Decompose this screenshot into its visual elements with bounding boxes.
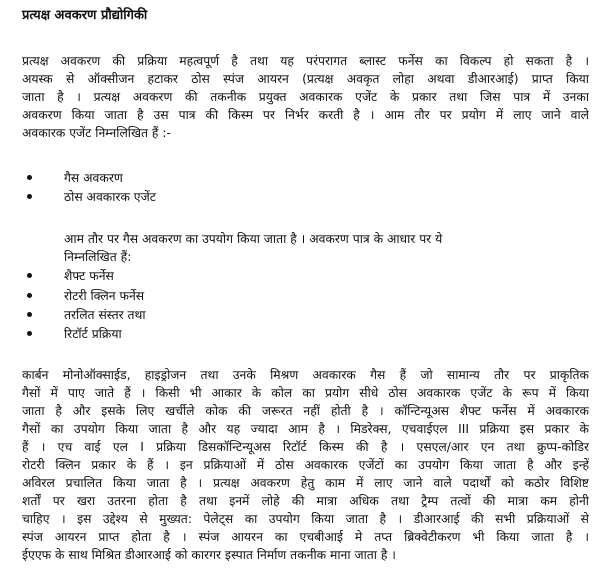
list-item-label: गैस अवकरण [64, 171, 123, 185]
list-item [64, 188, 156, 206]
paragraph-line: चाहिए । इस उद्देश्य से मुख्यत: पेलेट्स का उपयोग किया जाता है । डीआरआई की सभी प्रक्रियाओं से [22, 512, 589, 526]
list-item-label: रिटॉर्ट प्रक्रिया [64, 327, 122, 341]
paragraph-line: अयस्क से ऑक्सीजन हटाकर ठोस स्पंज आयरन (प्रत्यक्ष अवकृत लोहा अथवा डीआरआई) प्राप्त किया [22, 72, 589, 86]
paragraph-line: अवकारक एजेंट निम्नलिखित हैं :- [22, 126, 171, 140]
paragraph-line: हैं । एच वाई एल I प्रक्रिया डिसकॉन्टिन्यूअस रिटॉर्ट किस्म की है । एसएल/आर एन तथा क्रुप्प-कोडिर [22, 440, 589, 454]
bullet-icon [27, 273, 32, 278]
bullet-icon [27, 175, 32, 180]
bullet-icon [27, 331, 32, 336]
list-item-label: तरलित संस्तर तथा [64, 308, 146, 322]
bullet-icon [27, 194, 32, 199]
paragraph-line: निम्नलिखित हैं: [64, 250, 132, 264]
paragraph-line: गैसों का उपयोग किया जाता है और यह ज्यादा आम है । मिडरेक्स, एचवाईएल III प्रक्रिया इस प्रकार के [22, 422, 589, 436]
list-item [64, 169, 123, 187]
paragraph-line: जाता है । प्रत्यक्ष अवकरण की तकनीक प्रयुक्त अवकारक एजेंट के प्रकार तथा जिस पात्र में उनका [22, 90, 589, 104]
paragraph-line: कार्बन मोनोऑक्साईड, हाइड्रोजन तथा उनके मिश्रण अवकारक गैस हैं जो सामान्य तौर पर प्राकृतिक [22, 368, 589, 382]
paragraph-line: आम तौर पर गैस अवकरण का उपयोग किया जाता है । अवकरण पात्र के आधार पर ये [64, 232, 443, 246]
paragraph-line: शर्तों पर खरा उतरना होता है तथा इनमें लोहे की मात्रा अधिक तथा ट्रैम्प तत्वों की मात्रा कम होनी [22, 494, 589, 508]
list-item-label: शैफ्ट फर्नेस [64, 269, 114, 283]
paragraph-line: अवकरण किया जाता है उस पात्र की किस्म पर निर्भर करती है । आम तौर पर प्रयोग में लाए जाने वाले [22, 108, 589, 122]
paragraph-line: रोटरी क्लिन प्रकार के हैं । इन प्रक्रियाओं में ठोस अवकारक एजेंटों का उपयोग किया जाता है और इन्हें [22, 458, 589, 472]
paragraph-line: जाता है और इसके लिए खर्चीले कोक की जरूरत नहीं होती है । कॉन्टिन्यूअस शैफ्ट फर्नेस में अवकारक [22, 404, 589, 418]
list-item [64, 325, 122, 343]
document-title: प्रत्यक्ष अवकरण प्रौद्योगिकी [22, 8, 148, 23]
paragraph-line: स्पंज आयरन प्राप्त होता है । स्पंज आयरन का एचबीआई मे तप्त ब्रिक्वेटीकरण भी किया जाता है । [22, 530, 589, 544]
bullet-icon [27, 312, 32, 317]
bullet-icon [27, 293, 32, 298]
list-item [64, 267, 114, 285]
list-item [64, 287, 144, 305]
paragraph-line: ईएएफ के साथ मिश्रित डीआरआई को कारगर इस्पात निर्माण तकनीक माना जाता है । [22, 548, 396, 562]
list-item [64, 306, 146, 324]
paragraph-line: अविरल प्रचालित किया जाता है । प्रत्यक्ष अवकरण हेतु काम में लाए जाने वाले पदार्थों को कठोर विशिष्ट [22, 476, 589, 490]
paragraph-line: प्रत्यक्ष अवकरण की प्रक्रिया महत्वपूर्ण है तथा यह परंपरागत ब्लास्ट फर्नेस का विकल्प हो सकता है । [22, 54, 589, 68]
list-item-label: रोटरी क्लिन फर्नेस [64, 289, 145, 303]
list-item-label: ठोस अवकारक एजेंट [64, 190, 156, 204]
paragraph-line: गैसों में पाए जाते हैं । किसी भी आकार के कोल का प्रयोग सीधे ठोस अवकारक एजेंट के रूप में किया [22, 386, 589, 400]
